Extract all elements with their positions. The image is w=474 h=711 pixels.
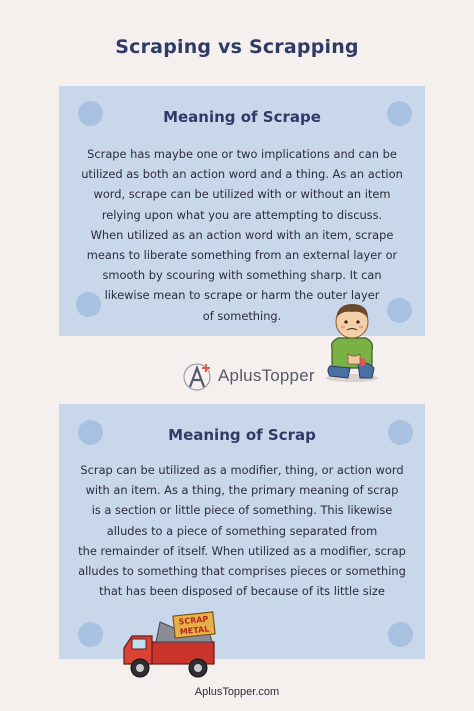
scrap-card: [59, 404, 425, 659]
text-line: likewise mean to scrape or harm the outer layer: [104, 288, 380, 303]
text-line: word, scrape can be utilized with or without an item: [93, 187, 391, 202]
text-line: alludes to a piece of something separated from: [106, 523, 378, 538]
scrap-metal-truck-illustration: [122, 608, 222, 682]
page-title: Scraping vs Scrapping: [115, 36, 359, 58]
text-line: When utilized as an action word with an item, scrape: [90, 227, 394, 242]
corner-dot: [388, 622, 413, 647]
sign-line-1: SCRAP: [178, 614, 209, 627]
logo-text: AplusTopper: [218, 366, 315, 385]
scrap-heading: Meaning of Scrap: [168, 426, 316, 444]
text-line: utilized as both an action word and a thing. As an action: [81, 167, 403, 182]
scraped-knee-boy-illustration: [322, 298, 384, 384]
corner-dot: [78, 622, 103, 647]
text-line: is a section or little piece of something. This likewise: [91, 503, 393, 518]
sign-line-2: METAL: [179, 624, 210, 637]
text-line: Scrap can be utilized as a modifier, thing, or action word: [80, 463, 404, 477]
text-line: means to liberate something from an external layer or: [86, 248, 398, 263]
scrape-heading: Meaning of Scrape: [163, 108, 321, 126]
text-line: with an item. As a thing, the primary meaning of scrap: [85, 483, 399, 498]
text-line: Scrape has maybe one or two implications and can be: [87, 147, 397, 161]
aplustopper-logo: [182, 360, 322, 392]
logo-mark-icon: [182, 360, 214, 392]
text-line: of something.: [202, 308, 282, 323]
footer-site-link[interactable]: AplusTopper.com: [194, 686, 280, 698]
text-line: that has been disposed of because of its little size: [99, 584, 385, 599]
text-line: alludes to something that comprises pieces or something: [78, 564, 406, 579]
text-line: relying upon what you are attempting to discuss.: [101, 207, 383, 222]
text-line: smooth by scouring with something sharp. It can: [102, 268, 382, 283]
scrap-body: [77, 460, 407, 601]
text-line: the remainder of itself. When utilized as a modifier, scrap: [78, 543, 406, 558]
